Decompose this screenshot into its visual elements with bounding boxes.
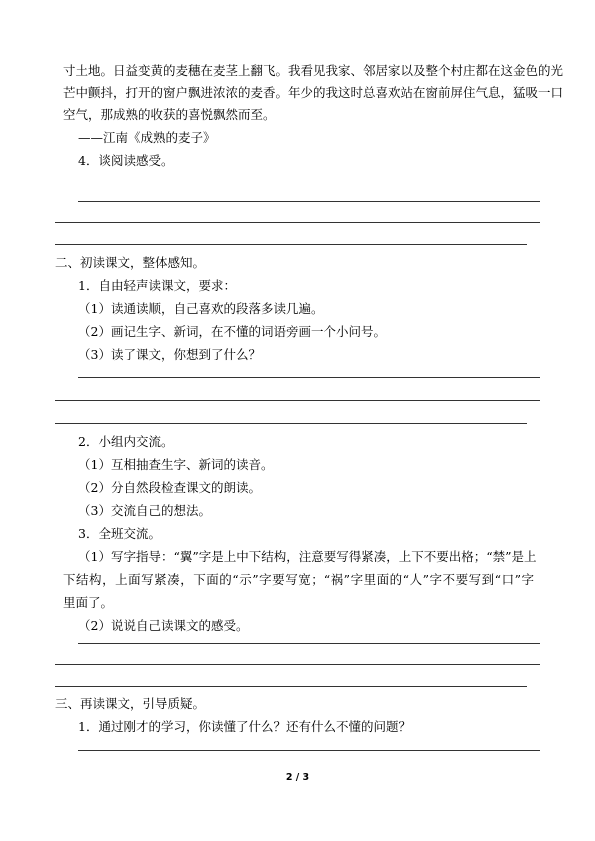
passage-line: 寸土地。日益变黄的麦穗在麦茎上翻飞。我看见我家、邻居家以及整个村庄都在这金色的光 xyxy=(63,63,564,78)
answer-line[interactable] xyxy=(55,244,527,245)
answer-line[interactable] xyxy=(78,201,540,202)
passage-line: 芒中颤抖，打开的窗户飘进浓浓的麦香。年少的我这时总喜欢站在窗前屏住气息，猛吸一口 xyxy=(63,85,564,100)
passage-line: 空气，那成熟的收获的喜悦飘然而至。 xyxy=(63,107,276,122)
answer-line[interactable] xyxy=(55,664,540,665)
item-1: 1．自由轻声读课文，要求： xyxy=(78,278,236,293)
item-2-sub: （1）互相抽查生字、新词的读音。 xyxy=(78,457,274,472)
item-3-sub: （2）说说自己读课文的感受。 xyxy=(78,618,249,633)
item-3: 3．全班交流。 xyxy=(78,526,161,541)
item-1-sub: （1）读通读顺，自己喜欢的段落多读几遍。 xyxy=(78,301,324,316)
section3-item-1: 1．通过刚才的学习，你读懂了什么？还有什么不懂的问题？ xyxy=(78,719,411,734)
item-2-sub: （3）交流自己的想法。 xyxy=(78,503,211,518)
question-4: 4．谈阅读感受。 xyxy=(78,153,174,168)
item-1-sub: （3）读了课文，你想到了什么？ xyxy=(78,347,261,362)
passage-source: ——江南《成熟的麦子》 xyxy=(78,130,216,145)
section-heading: 二、初读课文，整体感知。 xyxy=(55,255,206,270)
writing-guide-line: 里面了。 xyxy=(63,595,114,610)
item-1-sub: （2）画记生字、新词，在不懂的词语旁画一个小问号。 xyxy=(78,324,386,339)
item-2-sub: （2）分自然段检查课文的朗读。 xyxy=(78,480,261,495)
answer-line[interactable] xyxy=(78,377,540,378)
answer-line[interactable] xyxy=(78,750,540,751)
writing-guide-line: 下结构，上面写紧凑，下面的“示”字要写宽；“祸”字里面的“人”字不要写到“口”字 xyxy=(63,572,534,587)
answer-line[interactable] xyxy=(55,686,527,687)
answer-line[interactable] xyxy=(55,423,527,424)
answer-line[interactable] xyxy=(55,400,540,401)
item-2: 2．小组内交流。 xyxy=(78,434,174,449)
section-heading: 三、再读课文，引导质疑。 xyxy=(55,696,206,711)
writing-guide-line: （1）写字指导：“翼”字是上中下结构，注意要写得紧凑，上下不要出格；“禁”是上 xyxy=(78,549,537,564)
answer-line[interactable] xyxy=(55,222,540,223)
answer-line[interactable] xyxy=(78,643,540,644)
page-number: 2 / 3 xyxy=(285,772,310,783)
